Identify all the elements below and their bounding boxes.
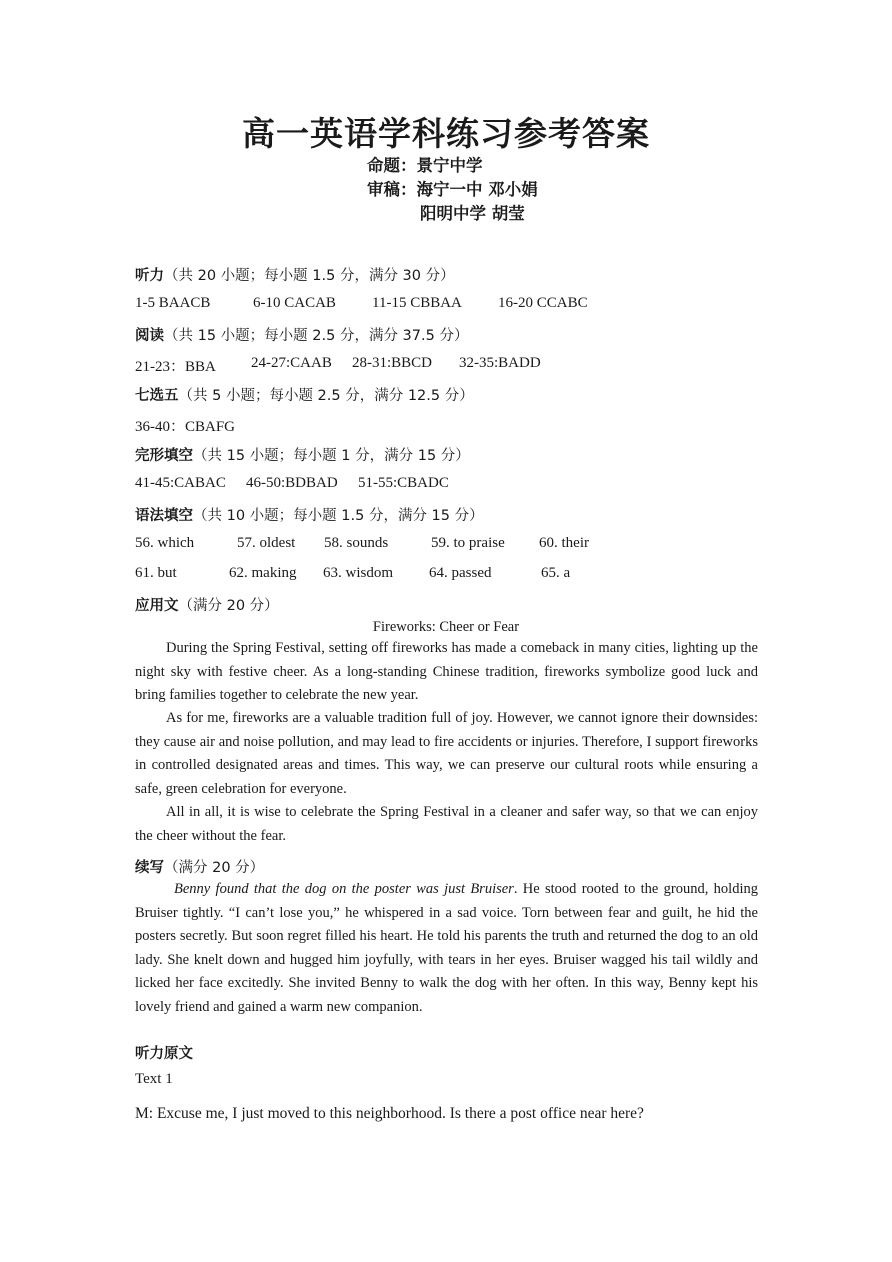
answer-item: 56. which xyxy=(135,535,195,551)
section-title: 续写 xyxy=(135,860,164,876)
credits-block xyxy=(367,154,538,226)
section-heading-transcript: 听力原文 xyxy=(135,1046,193,1062)
section-title: 听力 xyxy=(135,268,164,284)
answer-item: 64. passed xyxy=(429,565,492,581)
answer-group: 51-55:CBADC xyxy=(358,475,449,491)
essay-title: Fireworks: Cheer or Fear xyxy=(372,619,520,635)
section-heading-grammar xyxy=(135,504,484,525)
answer-group: 24-27:CAAB xyxy=(251,355,332,371)
section-title: 阅读 xyxy=(135,328,164,344)
section-heading-listening xyxy=(135,264,455,285)
section-detail: （满分 20 分） xyxy=(164,860,265,876)
section-heading-applied-writing xyxy=(135,594,279,615)
answer-group: 1-5 BAACB xyxy=(135,295,211,311)
section-heading-seven-five xyxy=(135,384,474,405)
section-detail: （共 15 小题；每小题 1 分，满分 15 分） xyxy=(193,448,470,464)
page-title: 高一英语学科练习参考答案 xyxy=(242,114,650,153)
answer-group: 28-31:BBCD xyxy=(352,355,433,371)
answer-item: 65. a xyxy=(541,565,571,581)
essay-paragraph: All in all, it is wise to celebrate the Spring Festival in a cleaner and safer way, so that we can enjoy the cheer without the fear. xyxy=(135,804,758,844)
continuation-body: . He stood rooted to the ground, holding Bruiser tightly. “I can’t lose you,” he whispered in a sad voice. Torn between fear and guilt, he hid the posters secretly. But soon regret filled his heart. He told his parents the truth and returned the dog to an old lady. She knelt down and hugged him joyfully, with tears in her eyes. Bruiser wagged his tail wildly and licked her face excitedly. She invited Benny to walk the dog with her often. In this way, Benny kept his lovely friend and gained a warm new companion. xyxy=(135,881,758,1015)
answer-group: 36-40：CBAFG xyxy=(135,419,236,435)
answer-item: 63. wisdom xyxy=(323,565,394,581)
answer-group: 16-20 CCABC xyxy=(498,295,588,311)
section-title: 完形填空 xyxy=(135,448,193,464)
reviewer-line-2: 阳明中学 胡莹 xyxy=(420,204,525,223)
answer-item: 62. making xyxy=(229,565,297,581)
proposer-line: 命题：景宁中学 xyxy=(367,156,483,175)
answer-item: 60. their xyxy=(539,535,589,551)
section-heading-continuation xyxy=(135,856,264,877)
reviewer-line-1: 审稿：海宁一中 邓小娟 xyxy=(367,180,538,199)
answer-group: 21-23：BBA xyxy=(135,359,216,375)
section-detail: （共 10 小题；每小题 1.5 分，满分 15 分） xyxy=(193,508,484,524)
section-detail: （共 15 小题；每小题 2.5 分，满分 37.5 分） xyxy=(164,328,469,344)
section-title: 语法填空 xyxy=(135,508,193,524)
answer-item: 59. to praise xyxy=(431,535,505,551)
answer-item: 61. but xyxy=(135,565,177,581)
section-detail: （共 20 小题；每小题 1.5 分，满分 30 分） xyxy=(164,268,455,284)
essay-paragraph: As for me, fireworks are a valuable tradition full of joy. However, we cannot ignore their downsides: they cause air and noise pollution, and may lead to fire accidents or injuries. Therefore, I support fireworks in controlled designated areas and times. This way, we can preserve our cultural roots while ensuring a safe, green celebration for everyone. xyxy=(135,710,758,797)
section-title: 七选五 xyxy=(135,388,179,404)
answer-group: 11-15 CBBAA xyxy=(372,295,462,311)
answer-group: 32-35:BADD xyxy=(459,355,541,371)
section-detail: （共 5 小题；每小题 2.5 分，满分 12.5 分） xyxy=(178,388,474,404)
section-title: 应用文 xyxy=(135,598,179,614)
section-heading-reading xyxy=(135,324,468,345)
continuation-paragraph xyxy=(135,878,758,1019)
essay-paragraph: During the Spring Festival, setting off fireworks has made a comeback in many cities, lighting up the night sky with festive cheer. As a long-standing Chinese tradition, fireworks symbolize good luck and bring families together to celebrate the new year. xyxy=(135,640,758,703)
continuation-lead-sentence: Benny found that the dog on the poster was just Bruiser xyxy=(174,881,514,897)
transcript-line: M: Excuse me, I just moved to this neighborhood. Is there a post office near here? xyxy=(135,1105,644,1122)
section-detail: （满分 20 分） xyxy=(178,598,279,614)
answer-item: 57. oldest xyxy=(237,535,296,551)
section-heading-cloze xyxy=(135,444,470,465)
answer-group: 41-45:CABAC xyxy=(135,475,226,491)
answer-group: 6-10 CACAB xyxy=(253,295,336,311)
answer-item: 58. sounds xyxy=(324,535,389,551)
answer-group: 46-50:BDBAD xyxy=(246,475,338,491)
transcript-text-label: Text 1 xyxy=(135,1071,173,1087)
